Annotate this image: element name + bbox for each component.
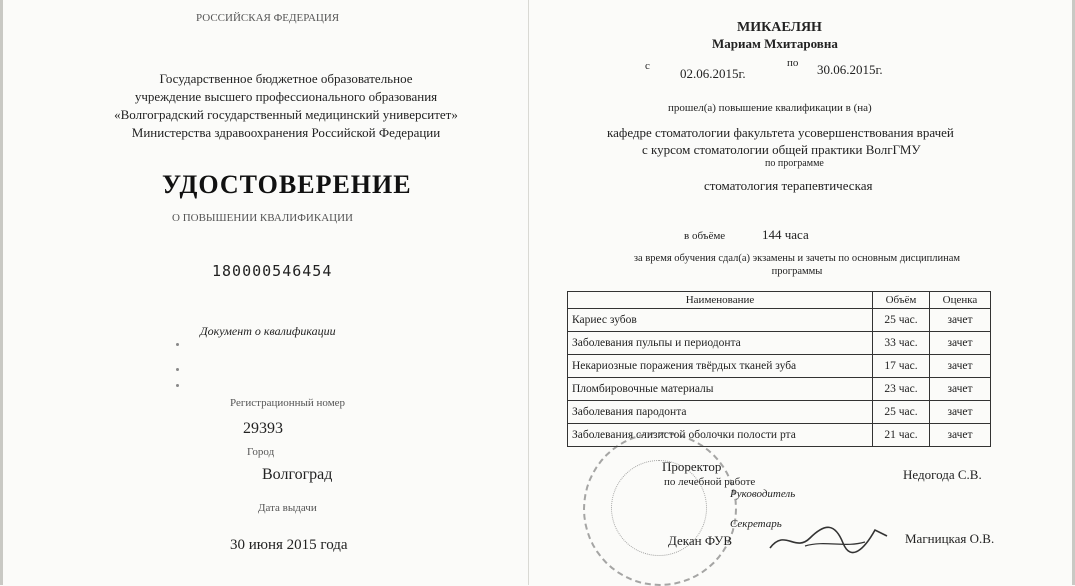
- document-title: УДОСТОВЕРЕНИЕ: [162, 170, 412, 199]
- registration-number: 29393: [243, 420, 283, 437]
- program-name: стоматология терапевтическая: [704, 178, 873, 193]
- discipline-grade: зачет: [930, 355, 991, 378]
- table-row: [568, 355, 991, 378]
- discipline-hours: 33 час.: [873, 332, 930, 355]
- institution-line-1: Государственное бюджетное образовательное: [159, 71, 413, 86]
- issue-date-label: Дата выдачи: [258, 502, 317, 514]
- discipline-name: Заболевания пульпы и периодонта: [568, 332, 873, 355]
- table-row: [568, 401, 991, 424]
- table-row: [568, 332, 991, 355]
- discipline-hours: 23 час.: [873, 378, 930, 401]
- discipline-grade: зачет: [930, 332, 991, 355]
- table-header-row: [568, 292, 991, 309]
- city-label: Город: [247, 446, 275, 458]
- department-line-2: с курсом стоматологии общей практики ВолгГМУ: [642, 142, 921, 157]
- official-stamp: [583, 432, 737, 586]
- document-subtitle: О ПОВЫШЕНИИ КВАЛИФИКАЦИИ: [172, 212, 353, 224]
- discipline-grade: зачет: [930, 424, 991, 447]
- passed-text: прошел(а) повышение квалификации в (на): [668, 102, 872, 114]
- head-name: Недогода С.В.: [903, 467, 982, 482]
- header-hours: Объём: [873, 292, 930, 309]
- institution-line-4: Министерства здравоохранения Российской Федерации: [131, 125, 441, 140]
- discipline-hours: 25 час.: [873, 401, 930, 424]
- prorector-label: Проректор: [662, 459, 722, 474]
- country-label: РОССИЙСКАЯ ФЕДЕРАЦИЯ: [196, 12, 340, 24]
- serial-number: 180000546454: [212, 262, 333, 280]
- discipline-hours: 17 час.: [873, 355, 930, 378]
- header-grade: Оценка: [930, 292, 991, 309]
- discipline-name: Пломбировочные материалы: [568, 378, 873, 401]
- institution-line-2: учреждение высшего профессионального образования: [134, 89, 438, 104]
- exams-text: [592, 252, 1002, 278]
- institution-block: [106, 70, 466, 142]
- registration-label: Регистрационный номер: [230, 397, 346, 409]
- discipline-grade: зачет: [930, 378, 991, 401]
- scan-speck: [176, 368, 179, 371]
- volume-value: 144 часа: [762, 227, 809, 242]
- center-fold: [528, 0, 529, 585]
- dean-signature: [765, 518, 895, 558]
- discipline-hours: 25 час.: [873, 309, 930, 332]
- period-from-date: 02.06.2015г.: [680, 66, 746, 81]
- discipline-grade: зачет: [930, 309, 991, 332]
- header-name: Наименование: [568, 292, 873, 309]
- discipline-hours: 21 час.: [873, 424, 930, 447]
- program-label: по программе: [765, 158, 824, 169]
- discipline-name: Заболевания слизистой оболочки полости рта: [568, 424, 873, 447]
- dean-name: Магницкая О.В.: [905, 531, 995, 546]
- department-line-1: кафедре стоматологии факультета усовершенствования врачей: [607, 125, 954, 140]
- table-row: [568, 378, 991, 401]
- holder-given-names: Мариам Мхитаровна: [712, 36, 838, 51]
- head-label: Руководитель: [730, 488, 796, 500]
- left-edge: [0, 0, 3, 585]
- exams-line-1: за время обучения сдал(а) экзамены и зачеты по основным дисциплинам: [633, 253, 961, 264]
- table-row: [568, 309, 991, 332]
- disciplines-table: [567, 291, 991, 447]
- issue-date: 30 июня 2015 года: [230, 537, 348, 553]
- discipline-name: Кариес зубов: [568, 309, 873, 332]
- period-from-label: с: [645, 60, 650, 72]
- holder-surname: МИКАЕЛЯН: [737, 20, 822, 35]
- period-to-label: по: [787, 57, 799, 69]
- discipline-name: Некариозные поражения твёрдых тканей зуба: [568, 355, 873, 378]
- exams-line-2: программы: [771, 266, 823, 277]
- scan-speck: [176, 384, 179, 387]
- dean-label: Декан ФУВ: [668, 533, 733, 548]
- prorector-sublabel: по лечебной работе: [664, 476, 756, 488]
- discipline-grade: зачет: [930, 401, 991, 424]
- document-type: Документ о квалификации: [200, 324, 336, 338]
- volume-label: в объёме: [684, 230, 726, 242]
- institution-line-3: «Волгоградский государственный медицинский университет»: [114, 107, 458, 122]
- city-value: Волгоград: [262, 466, 333, 483]
- discipline-name: Заболевания пародонта: [568, 401, 873, 424]
- scan-speck: [176, 343, 179, 346]
- secretary-label: Секретарь: [730, 518, 782, 530]
- period-to-date: 30.06.2015г.: [817, 62, 883, 77]
